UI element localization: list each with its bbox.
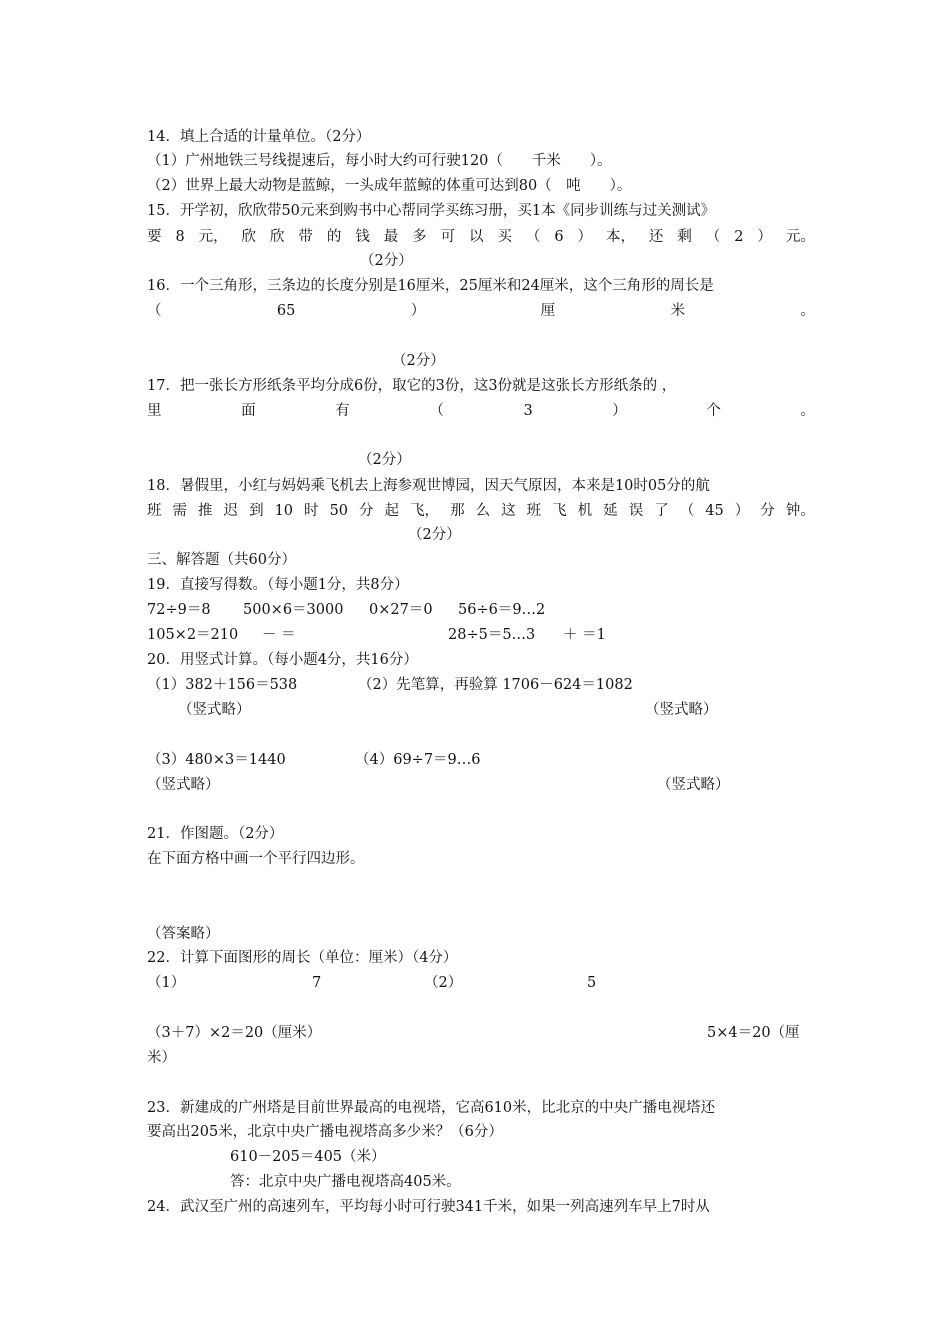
q20-part4: （4）69÷7＝9…6 (355, 752, 481, 768)
q23-line2: 要高出205米，北京中央广播电视塔高多少米？（6分） (147, 1124, 503, 1140)
justified-token: 米 (670, 303, 686, 319)
section-heading: 三、解答题（共60分） (147, 552, 296, 568)
q19-title: 19．直接写得数。（每小题1分，共8分） (147, 577, 409, 593)
q20-part1: （1）382＋156＝538 (147, 677, 298, 693)
q17-score: （2分） (358, 452, 411, 468)
justified-token: 以 (469, 229, 484, 245)
justified-token: 最 (383, 229, 399, 245)
justified-token: ） (577, 229, 593, 245)
justified-token: ） (757, 229, 772, 245)
q22-figure2-label: （2） (424, 975, 463, 991)
justified-token: 欣 (241, 229, 257, 245)
q20-note: （竖式略） (147, 777, 220, 793)
q19-item: 500×6＝3000 (243, 602, 344, 618)
justified-token: 买 (497, 229, 512, 245)
q19-item: 28÷5＝5…3 (448, 627, 536, 643)
justified-token: 45 (705, 503, 724, 519)
justified-token: 元。 (785, 229, 815, 245)
q14-line2: （2）世界上最大动物是蓝鲸，一头成年蓝鲸的体重可达到80（ 吨 ）。 (147, 178, 632, 194)
q19-item: ＋ ＝1 (563, 627, 606, 643)
justified-token: 到 (249, 503, 264, 519)
justified-token: 机 (577, 503, 593, 519)
q16-score: （2分） (392, 353, 445, 369)
q22-title: 22．计算下面图形的周长（单位：厘米）（4分） (147, 950, 458, 966)
justified-token: 飞， (410, 503, 440, 519)
justified-token: （ (147, 303, 162, 319)
q20-part2: （2）先笔算，再验算 1706－624＝1082 (358, 677, 633, 693)
justified-token: 有 (335, 403, 350, 419)
q24-line1: 24．武汉至广州的高速列车，平均每小时可行驶341千米，如果一列高速列车早上7时从 (147, 1199, 710, 1215)
q20-note: （竖式略） (645, 702, 718, 718)
justified-token: 可 (440, 229, 456, 245)
q20-part3: （3）480×3＝1440 (147, 752, 286, 768)
justified-token: 。 (800, 303, 815, 319)
q15-line1: 15．开学初，欣欣带50元来到购书中心帮同学买练习册，买1本《同步训练与过关测试》 (147, 203, 716, 219)
q23-answer: 答：北京中央广播电视塔高405米。 (230, 1174, 461, 1190)
justified-token: 厘 (540, 303, 556, 319)
justified-token: 分 (760, 503, 775, 519)
justified-token: 起 (384, 503, 400, 519)
q19-item: 56÷6＝9…2 (458, 602, 546, 618)
q19-item: 105×2＝210 (147, 627, 239, 643)
q15-score: （2分） (360, 253, 413, 269)
q22-answer1: （3＋7）×2＝20（厘米） (147, 1025, 322, 1041)
q18-line2 (147, 501, 815, 521)
q20-note: （竖式略） (178, 702, 251, 718)
q20-title: 20．用竖式计算。（每小题4分，共16分） (147, 652, 418, 668)
q19-item: － ＝ (262, 627, 296, 643)
q22-figure1-length: 7 (312, 975, 322, 991)
q23-line1: 23．新建成的广州塔是目前世界最高的电视塔，它高610米，比北京的中央广播电视塔还 (147, 1100, 716, 1116)
q19-item: 0×27＝0 (369, 602, 433, 618)
q18-score: （2分） (408, 527, 461, 543)
q22-answer2: 5×4＝20（厘 (707, 1025, 800, 1041)
q16-line2 (147, 301, 815, 321)
justified-token: 面 (241, 403, 256, 419)
justified-token: （ (705, 229, 721, 245)
justified-token: 分 (359, 503, 374, 519)
q15-line2 (147, 227, 815, 247)
justified-token: 本， (605, 229, 635, 245)
justified-token: 迟 (223, 503, 239, 519)
justified-token: 50 (329, 503, 349, 519)
justified-token: 推 (198, 503, 213, 519)
justified-token: 误 (628, 503, 644, 519)
justified-token: 65 (276, 303, 296, 319)
justified-token: （ (429, 403, 444, 419)
justified-token: 多 (412, 229, 427, 245)
justified-token: （ (525, 229, 541, 245)
justified-token: ） (734, 503, 750, 519)
q17-line2 (147, 401, 815, 421)
q22-figure1-label: （1） (147, 975, 186, 991)
justified-token: 的 (326, 229, 342, 245)
justified-token: 带 (298, 229, 313, 245)
q23-calculation: 610－205＝405（米） (230, 1149, 386, 1165)
justified-token: 10 (274, 503, 294, 519)
justified-token: 这 (501, 503, 516, 519)
justified-token: 里 (147, 403, 162, 419)
justified-token: 需 (172, 503, 188, 519)
q21-line1: 在下面方格中画一个平行四边形。 (147, 851, 365, 867)
justified-token: 班 (526, 503, 542, 519)
justified-token: 钟。 (785, 503, 815, 519)
q14-title: 14．填上合适的计量单位。（2分） (147, 129, 371, 145)
justified-token: 么 (475, 503, 491, 519)
q18-line1: 18．暑假里，小红与妈妈乘飞机去上海参观世博园，因天气原因，本来是10时05分的航 (147, 478, 710, 494)
justified-token: 2 (734, 229, 744, 245)
justified-token: 。 (800, 403, 815, 419)
q16-line1: 16．一个三角形，三条边的长度分别是16厘米，25厘米和24厘米，这个三角形的周长是 (147, 278, 714, 294)
justified-token: 8 (175, 229, 185, 245)
justified-token: 延 (603, 503, 618, 519)
justified-token: ） (410, 303, 426, 319)
justified-token: 那 (450, 503, 465, 519)
justified-token: 元， (198, 229, 228, 245)
justified-token: 了 (654, 503, 669, 519)
q14-line1: （1）广州地铁三号线提速后，每小时大约可行驶120（ 千米 ）。 (147, 153, 612, 169)
q21-title: 21．作图题。（2分） (147, 826, 284, 842)
justified-token: 3 (523, 403, 533, 419)
justified-token: （ (679, 503, 695, 519)
justified-token: 时 (304, 503, 319, 519)
justified-token: 6 (554, 229, 564, 245)
q20-note: （竖式略） (657, 777, 730, 793)
justified-token: 剩 (677, 229, 692, 245)
justified-token: 要 (147, 229, 162, 245)
justified-token: 班 (147, 503, 162, 519)
q19-item: 72÷9＝8 (147, 602, 211, 618)
q17-line1: 17．把一张长方形纸条平均分成6份，取它的3份，这3份就是这张长方形纸条的 ， (147, 378, 677, 394)
justified-token: ） (612, 403, 627, 419)
justified-token: 钱 (355, 229, 370, 245)
q21-answer: （答案略） (147, 926, 220, 942)
justified-token: 飞 (552, 503, 567, 519)
justified-token: 还 (648, 229, 664, 245)
justified-token: 欣 (269, 229, 285, 245)
q22-answer2-cont: 米） (147, 1050, 176, 1066)
justified-token: 个 (706, 403, 721, 419)
q22-figure2-length: 5 (587, 975, 597, 991)
